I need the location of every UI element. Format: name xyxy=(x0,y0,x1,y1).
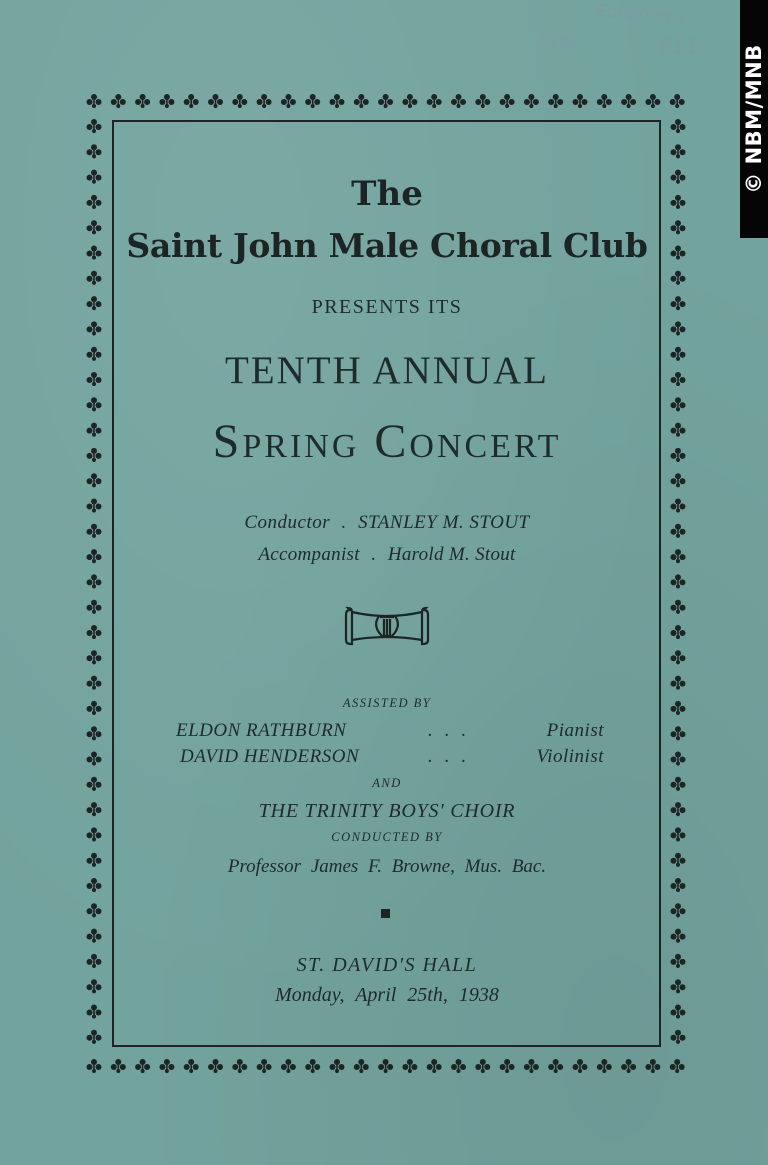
copyright-text: © NBM/MNB xyxy=(742,44,766,194)
handwritten-catalog-number: 5182 xyxy=(540,32,579,50)
concert-date: Monday, April 25th, 1938 xyxy=(275,984,499,1006)
conductor-label: Conductor xyxy=(244,512,331,533)
conductor-name: STANLEY M. STOUT xyxy=(358,512,530,533)
handwritten-ephemera-note: Ephemera xyxy=(595,0,684,28)
performer-role: Pianist xyxy=(546,720,604,741)
lyre-scroll-ornament-icon xyxy=(342,604,432,646)
and-label: AND xyxy=(372,776,402,790)
event-title: Spring Concert xyxy=(212,415,562,468)
accompanist-label: Accompanist xyxy=(258,544,360,565)
edition-line: TENTH ANNUAL xyxy=(224,349,550,392)
accompanist-name: Harold M. Stout xyxy=(387,544,516,565)
choir-director: Professor James F. Browne, Mus. Bac. xyxy=(227,856,547,877)
title-article: The xyxy=(351,174,423,214)
conductor-line: Conductor . STANLEY M. STOUT xyxy=(244,512,530,533)
performer-role: Violinist xyxy=(536,746,604,767)
venue: ST. DAVID'S HALL xyxy=(296,954,478,976)
conducted-by-label: CONDUCTED BY xyxy=(331,830,443,844)
performer-name: ELDON RATHBURN xyxy=(176,720,347,741)
accompanist-line: Accompanist . Harold M. Stout xyxy=(258,544,516,565)
handwritten-file-code: F11- xyxy=(660,34,707,58)
choir-name: THE TRINITY BOYS' CHOIR xyxy=(258,800,516,822)
presents-line: PRESENTS ITS xyxy=(311,296,463,318)
club-name: Saint John Male Choral Club xyxy=(126,226,648,265)
performer-name: DAVID HENDERSON xyxy=(180,746,360,767)
assisted-by-label: ASSISTED BY xyxy=(342,696,432,710)
program-text-block: The Saint John Male Choral Club PRESENTS ITS TENTH ANNUAL Spring Concert Conductor . STANLEY M. STOUT Accompanist . Harold M. Stout ASSISTED BY ELDON RATHBURN ... Pianist DAVID HENDERSON ... Violinist AND THE TRINITY BOYS' CHOIR CONDUCTED BY Professor James F. Browne, Mus. Bac. ST. DAVID'S HALL Monday, April 25th, 1938 xyxy=(116,122,658,1044)
square-bullet-icon xyxy=(381,909,390,918)
